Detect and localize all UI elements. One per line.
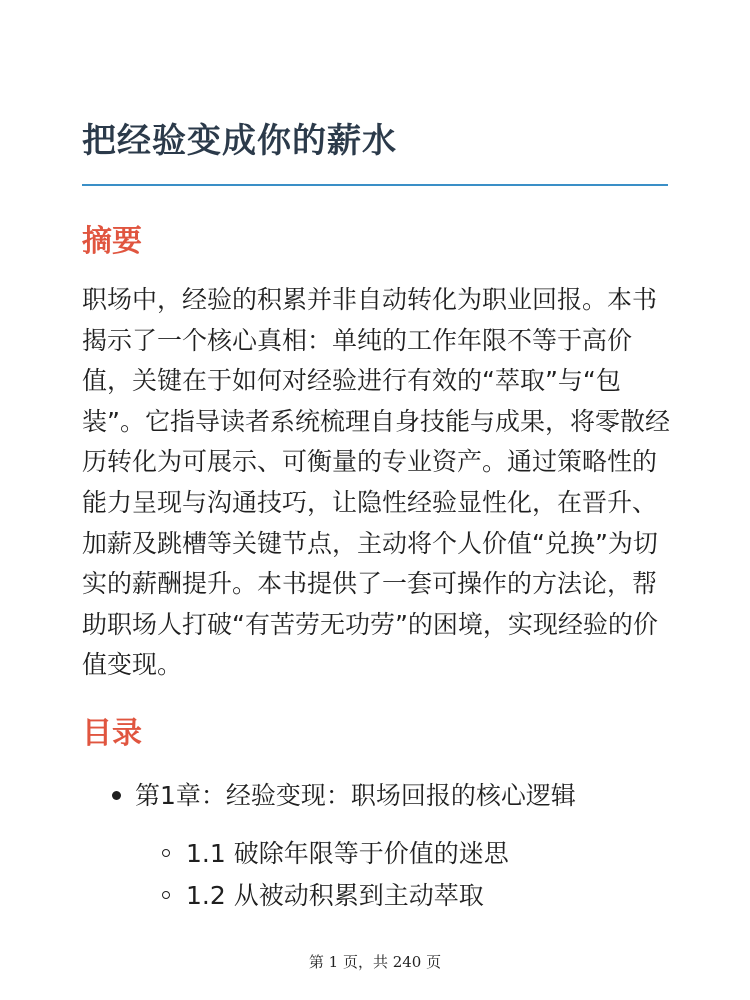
- toc-section-item[interactable]: [162, 876, 484, 916]
- title-divider: [82, 184, 668, 186]
- toc-heading: 目录: [82, 716, 142, 751]
- toc-section-item[interactable]: [162, 834, 509, 874]
- toc-chapter-label: 第1章：经验变现：职场回报的核心逻辑: [135, 781, 576, 810]
- toc-chapter-item[interactable]: [112, 776, 576, 816]
- bullet-disc-icon: [112, 791, 121, 800]
- bullet-circle-icon: [162, 849, 170, 857]
- toc-section-label: 1.1 破除年限等于价值的迷思: [186, 839, 509, 868]
- toc-section-label: 1.2 从被动积累到主动萃取: [186, 881, 484, 910]
- abstract-heading: 摘要: [82, 224, 142, 259]
- bullet-circle-icon: [162, 891, 170, 899]
- page-number-footer: 第 1 页，共 240 页: [308, 953, 442, 971]
- abstract-paragraph: 职场中，经验的积累并非自动转化为职业回报。本书揭示了一个核心真相：单纯的工作年限不等于高价值，关键在于如何对经验进行有效的“萃取”与“包装”。它指导读者系统梳理自身技能与成果，将零散经历转化为可展示、可衡量的专业资产。通过策略性的能力呈现与沟通技巧，让隐性经验显性化，在晋升、加薪及跳槽等关键节点，主动将个人价值“兑换”为切实的薪酬提升。本书提供了一套可操作的方法论，帮助职场人打破“有苦劳无功劳”的困境，实现经验的价值变现。: [82, 285, 670, 680]
- book-title: 把经验变成你的薪水: [82, 121, 397, 161]
